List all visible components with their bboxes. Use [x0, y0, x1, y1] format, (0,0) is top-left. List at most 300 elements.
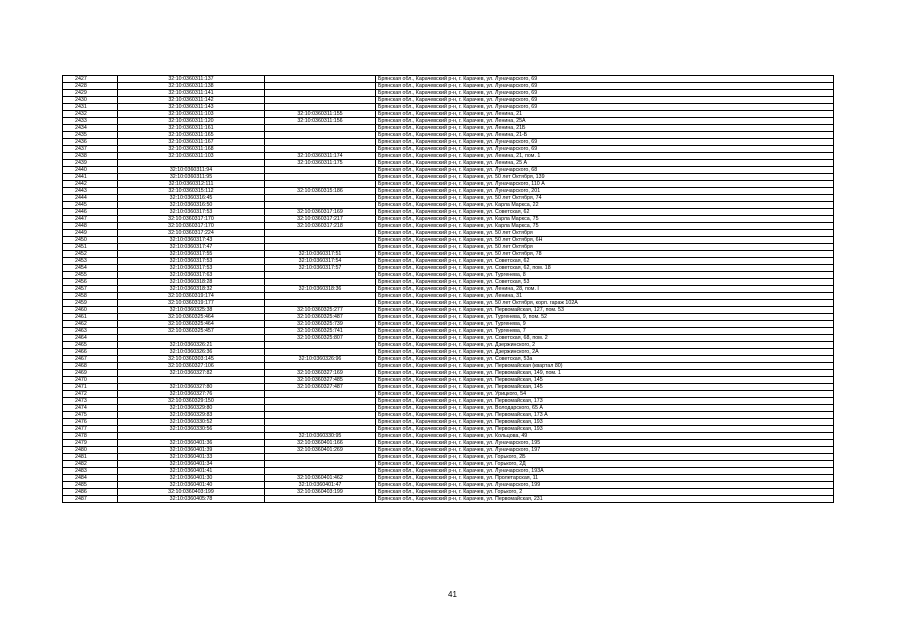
cadastral-number-cell: 32:10:0360329:83 [118, 412, 265, 419]
table-row [63, 223, 834, 230]
cadastral-number-cell: 32:10:0360327:82 [118, 370, 265, 377]
cadastral-number-cell: 32:10:0360316:50 [118, 202, 265, 209]
cadastral-number-cell: 32:10:0360311:94 [118, 167, 265, 174]
address-cell: Брянская обл., Карачевский р-н, г. Карачев, ул. Горького, 2Д [376, 461, 834, 468]
cadastral-number-cell: 32:10:0360401:33 [118, 454, 265, 461]
row-number-cell: 2454 [63, 265, 118, 272]
cadastral-number-cell: 32:10:0360319:174 [118, 293, 265, 300]
cadastral-number-cell: 32:10:0360311:165 [118, 132, 265, 139]
table-row [63, 426, 834, 433]
address-cell: Брянская обл., Карачевский р-н, г. Карачев, ул. 50 лет Октября [376, 230, 834, 237]
cadastral-number-cell: 32:10:0360317:47 [118, 244, 265, 251]
cadastral-number-cell: 32:10:0360401:34 [118, 461, 265, 468]
object-cadastral-number-cell [265, 146, 376, 153]
object-cadastral-number-cell: 32:10:0360311:156 [265, 118, 376, 125]
row-number-cell: 2449 [63, 230, 118, 237]
row-number-cell: 2462 [63, 321, 118, 328]
object-cadastral-number-cell: 32:10:0360403:199 [265, 489, 376, 496]
table-row [63, 293, 834, 300]
table-row [63, 160, 834, 167]
cadastral-number-cell: 32:10:0360315:112 [118, 188, 265, 195]
object-cadastral-number-cell [265, 468, 376, 475]
address-cell: Брянская обл., Карачевский р-н, г. Карачев, ул. 50 лет Октября, 78 [376, 251, 834, 258]
row-number-cell: 2475 [63, 412, 118, 419]
address-cell: Брянская обл., Карачевский р-н, г. Карачев, ул. Горького, 2 [376, 489, 834, 496]
object-cadastral-number-cell [265, 342, 376, 349]
table-row [63, 244, 834, 251]
table-row [63, 146, 834, 153]
address-cell: Брянская обл., Карачевский р-н, г. Карачев, ул. Дзержинского, 2А [376, 349, 834, 356]
row-number-cell: 2459 [63, 300, 118, 307]
object-cadastral-number-cell [265, 237, 376, 244]
table-row [63, 209, 834, 216]
address-cell: Брянская обл., Карачевский р-н, г. Карачев, ул. Карла Маркса, 75 [376, 216, 834, 223]
table-row [63, 174, 834, 181]
row-number-cell: 2446 [63, 209, 118, 216]
address-cell: Брянская обл., Карачевский р-н, г. Карачев, ул. Ленина, 25А [376, 118, 834, 125]
address-cell: Брянская обл., Карачевский р-н, г. Карачев, ул. Первомайская, 173 А [376, 412, 834, 419]
table-row [63, 132, 834, 139]
row-number-cell: 2428 [63, 83, 118, 90]
object-cadastral-number-cell [265, 181, 376, 188]
table-row [63, 419, 834, 426]
object-cadastral-number-cell: 32:10:0360401:462 [265, 475, 376, 482]
row-number-cell: 2445 [63, 202, 118, 209]
cadastral-number-cell: 32:10:0360311:138 [118, 83, 265, 90]
cadastral-number-cell: 32:10:0360329:80 [118, 405, 265, 412]
address-cell: Брянская обл., Карачевский р-н, г. Карачев, ул. Ленина, 21Б [376, 125, 834, 132]
row-number-cell: 2451 [63, 244, 118, 251]
address-cell: Брянская обл., Карачевский р-н, г. Карачев, ул. Ленина, 28, пом. I [376, 286, 834, 293]
address-cell: Брянская обл., Карачевский р-н, г. Карачев, ул. Луначарского, 195 [376, 440, 834, 447]
cadastral-number-cell: 32:10:0360303:145 [118, 356, 265, 363]
address-cell: Брянская обл., Карачевский р-н, г. Карачев, ул. Карла Маркса, 75 [376, 223, 834, 230]
address-cell: Брянская обл., Карачевский р-н, г. Карачев, ул. Советская, 62 [376, 209, 834, 216]
address-cell: Брянская обл., Карачевский р-н, г. Карачев, ул. Первомайская, 173 [376, 398, 834, 405]
row-number-cell: 2467 [63, 356, 118, 363]
row-number-cell: 2484 [63, 475, 118, 482]
table-body [63, 76, 834, 503]
table-row [63, 405, 834, 412]
table-row [63, 111, 834, 118]
object-cadastral-number-cell [265, 405, 376, 412]
row-number-cell: 2478 [63, 433, 118, 440]
cadastral-number-cell: 32:10:0360316:45 [118, 195, 265, 202]
row-number-cell: 2461 [63, 314, 118, 321]
row-number-cell: 2486 [63, 489, 118, 496]
object-cadastral-number-cell [265, 293, 376, 300]
object-cadastral-number-cell: 32:10:0360330:95 [265, 433, 376, 440]
address-cell: Брянская обл., Карачевский р-н, г. Карачев, ул. Ленина, 21 [376, 111, 834, 118]
table-row [63, 377, 834, 384]
row-number-cell: 2487 [63, 496, 118, 503]
address-cell: Брянская обл., Карачевский р-н, г. Карачев, ул. 50 лет Октября, 139 [376, 174, 834, 181]
table-row [63, 300, 834, 307]
row-number-cell: 2448 [63, 223, 118, 230]
cadastral-number-cell: 32:10:0360311:161 [118, 125, 265, 132]
object-cadastral-number-cell [265, 83, 376, 90]
address-cell: Брянская обл., Карачевский р-н, г. Карачев, ул. Луначарского, 199 [376, 482, 834, 489]
cadastral-number-cell: 32:10:0360330:52 [118, 419, 265, 426]
cadastral-number-cell: 32:10:0360311:143 [118, 104, 265, 111]
table-row [63, 139, 834, 146]
table-row [63, 237, 834, 244]
table-row [63, 118, 834, 125]
row-number-cell: 2439 [63, 160, 118, 167]
table-row [63, 496, 834, 503]
row-number-cell: 2427 [63, 76, 118, 83]
cadastral-number-cell: 32:10:0360317:53 [118, 209, 265, 216]
row-number-cell: 2469 [63, 370, 118, 377]
cadastral-number-cell: 32:10:0360401:36 [118, 440, 265, 447]
row-number-cell: 2452 [63, 251, 118, 258]
object-cadastral-number-cell: 32:10:0360401:47 [265, 482, 376, 489]
address-cell: Брянская обл., Карачевский р-н, г. Карачев, ул. Луначарского, 69 [376, 139, 834, 146]
address-cell: Брянская обл., Карачевский р-н, г. Карачев, ул. Луначарского, 201 [376, 188, 834, 195]
object-cadastral-number-cell [265, 496, 376, 503]
table-row [63, 370, 834, 377]
table-row [63, 398, 834, 405]
cadastral-number-cell: 32:10:0360403:199 [118, 489, 265, 496]
cadastral-number-cell: 32:10:0360317:55 [118, 251, 265, 258]
table-row [63, 356, 834, 363]
table-row [63, 349, 834, 356]
table-row [63, 440, 834, 447]
row-number-cell: 2477 [63, 426, 118, 433]
object-cadastral-number-cell: 32:10:0360401:269 [265, 447, 376, 454]
object-cadastral-number-cell: 32:10:0360325:739 [265, 321, 376, 328]
object-cadastral-number-cell: 32:10:0360401:166 [265, 440, 376, 447]
cadastral-number-cell: 32:10:0360405:78 [118, 496, 265, 503]
row-number-cell: 2455 [63, 272, 118, 279]
object-cadastral-number-cell: 32:10:0360318:36 [265, 286, 376, 293]
cadastral-number-cell [118, 335, 265, 342]
table-row [63, 342, 834, 349]
page-number: 41 [448, 590, 457, 599]
cadastral-number-cell: 32:10:0360311:167 [118, 139, 265, 146]
object-cadastral-number-cell [265, 398, 376, 405]
address-cell: Брянская обл., Карачевский р-н, г. Карачев, ул. Первомайская, 231 [376, 496, 834, 503]
table-row [63, 335, 834, 342]
row-number-cell: 2479 [63, 440, 118, 447]
table-row [63, 97, 834, 104]
row-number-cell: 2466 [63, 349, 118, 356]
table-row [63, 104, 834, 111]
object-cadastral-number-cell: 32:10:0360325:277 [265, 307, 376, 314]
row-number-cell: 2450 [63, 237, 118, 244]
table-row [63, 433, 834, 440]
object-cadastral-number-cell [265, 244, 376, 251]
cadastral-number-cell: 32:10:0360327:106 [118, 363, 265, 370]
table-row [63, 195, 834, 202]
row-number-cell: 2471 [63, 384, 118, 391]
address-cell: Брянская обл., Карачевский р-н, г. Карачев, ул. Луначарского, 110 А [376, 181, 834, 188]
row-number-cell: 2435 [63, 132, 118, 139]
row-number-cell: 2456 [63, 279, 118, 286]
cadastral-number-cell [118, 160, 265, 167]
address-cell: Брянская обл., Карачевский р-н, г. Карачев, ул. Луначарского, 197 [376, 447, 834, 454]
row-number-cell: 2432 [63, 111, 118, 118]
row-number-cell: 2447 [63, 216, 118, 223]
address-cell: Брянская обл., Карачевский р-н, г. Карачев, ул. Горького, 2Б [376, 454, 834, 461]
table-row [63, 251, 834, 258]
cadastral-number-cell: 32:10:0360317:53 [118, 258, 265, 265]
table-row [63, 412, 834, 419]
address-cell: Брянская обл., Карачевский р-н, г. Карачев, ул. Советская, 62 [376, 258, 834, 265]
object-cadastral-number-cell [265, 97, 376, 104]
address-cell: Брянская обл., Карачевский р-н, г. Карачев, ул. Дзержинского, 2 [376, 342, 834, 349]
cadastral-number-cell: 32:10:0360317:63 [118, 272, 265, 279]
cadastral-number-cell: 32:10:0360311:120 [118, 118, 265, 125]
object-cadastral-number-cell [265, 90, 376, 97]
table-row [63, 468, 834, 475]
address-cell: Брянская обл., Карачевский р-н, г. Карачев, ул. Володарского, 65 А [376, 405, 834, 412]
cadastral-number-cell: 32:10:0360325:464 [118, 314, 265, 321]
object-cadastral-number-cell [265, 76, 376, 83]
table-row [63, 286, 834, 293]
row-number-cell: 2457 [63, 286, 118, 293]
table-row [63, 153, 834, 160]
address-cell: Брянская обл., Карачевский р-н, г. Карачев, ул. Кольцова, 49 [376, 433, 834, 440]
cadastral-number-cell: 32:10:0360311:103 [118, 111, 265, 118]
row-number-cell: 2437 [63, 146, 118, 153]
cadastral-number-cell: 32:10:0360326:21 [118, 342, 265, 349]
address-cell: Брянская обл., Карачевский р-н, г. Карачев, ул. Тургенева, 9, пом. 52 [376, 314, 834, 321]
table-row [63, 181, 834, 188]
row-number-cell: 2433 [63, 118, 118, 125]
object-cadastral-number-cell: 32:10:0360325:741 [265, 328, 376, 335]
address-cell: Брянская обл., Карачевский р-н, г. Карачев, ул. 50 лет Октября, 6Н [376, 237, 834, 244]
table-row [63, 447, 834, 454]
object-cadastral-number-cell [265, 104, 376, 111]
cadastral-number-cell: 32:10:0360325:464 [118, 321, 265, 328]
object-cadastral-number-cell: 32:10:0360317:169 [265, 209, 376, 216]
cadastral-number-cell: 32:10:0360311:142 [118, 97, 265, 104]
row-number-cell: 2442 [63, 181, 118, 188]
address-cell: Брянская обл., Карачевский р-н, г. Карачев, ул. Карла Маркса, 22 [376, 202, 834, 209]
table-row [63, 482, 834, 489]
object-cadastral-number-cell: 32:10:0360317:57 [265, 265, 376, 272]
row-number-cell: 2436 [63, 139, 118, 146]
table-row [63, 328, 834, 335]
row-number-cell: 2473 [63, 398, 118, 405]
cadastral-number-cell: 32:10:0360311:137 [118, 76, 265, 83]
cadastral-number-cell [118, 377, 265, 384]
table-row [63, 475, 834, 482]
address-cell: Брянская обл., Карачевский р-н, г. Карачев, ул. Луначарского, 69 [376, 104, 834, 111]
cadastral-number-cell: 32:10:0360329:150 [118, 398, 265, 405]
cadastral-number-cell: 32:10:0360312:111 [118, 181, 265, 188]
address-cell: Брянская обл., Карачевский р-н, г. Карачев, ул. Урицкого, 54 [376, 391, 834, 398]
object-cadastral-number-cell: 32:10:0360311:155 [265, 111, 376, 118]
object-cadastral-number-cell [265, 412, 376, 419]
object-cadastral-number-cell [265, 363, 376, 370]
address-cell: Брянская обл., Карачевский р-н, г. Карачев, ул. 50 лет Октября, 74 [376, 195, 834, 202]
address-cell: Брянская обл., Карачевский р-н, г. Карачев, ул. Луначарского, 69 [376, 146, 834, 153]
cadastral-number-cell: 32:10:0360318:28 [118, 279, 265, 286]
table-row [63, 167, 834, 174]
row-number-cell: 2482 [63, 461, 118, 468]
row-number-cell: 2464 [63, 335, 118, 342]
object-cadastral-number-cell: 32:10:0360315:186 [265, 188, 376, 195]
object-cadastral-number-cell [265, 230, 376, 237]
table-row [63, 125, 834, 132]
row-number-cell: 2441 [63, 174, 118, 181]
table-row [63, 384, 834, 391]
object-cadastral-number-cell: 32:10:0360325:807 [265, 335, 376, 342]
cadastral-number-cell: 32:10:0360318:32 [118, 286, 265, 293]
table-row [63, 314, 834, 321]
cadastral-number-cell: 32:10:0360330:56 [118, 426, 265, 433]
row-number-cell: 2431 [63, 104, 118, 111]
row-number-cell: 2463 [63, 328, 118, 335]
cadastral-number-cell: 32:10:0360327:80 [118, 384, 265, 391]
object-cadastral-number-cell [265, 125, 376, 132]
cadastral-number-cell: 32:10:0360326:36 [118, 349, 265, 356]
object-cadastral-number-cell [265, 279, 376, 286]
cadastral-number-cell: 32:10:0360317:170 [118, 223, 265, 230]
row-number-cell: 2440 [63, 167, 118, 174]
row-number-cell: 2465 [63, 342, 118, 349]
cadastral-number-cell: 32:10:0360325:457 [118, 328, 265, 335]
address-cell: Брянская обл., Карачевский р-н, г. Карачев, ул. Первомайская, 145 [376, 377, 834, 384]
cadastral-number-cell: 32:10:0360311:95 [118, 174, 265, 181]
address-cell: Брянская обл., Карачевский р-н, г. Карачев, ул. Луначарского, 193А [376, 468, 834, 475]
cadastral-number-cell: 32:10:0360317:224 [118, 230, 265, 237]
table-row [63, 363, 834, 370]
cadastral-number-cell: 32:10:0360317:170 [118, 216, 265, 223]
table-row [63, 83, 834, 90]
cadastral-number-cell: 32:10:0360325:38 [118, 307, 265, 314]
table-row [63, 258, 834, 265]
table-row [63, 216, 834, 223]
object-cadastral-number-cell [265, 419, 376, 426]
table-row [63, 454, 834, 461]
object-cadastral-number-cell [265, 132, 376, 139]
row-number-cell: 2429 [63, 90, 118, 97]
cadastral-number-cell: 32:10:0360311:141 [118, 90, 265, 97]
row-number-cell: 2483 [63, 468, 118, 475]
address-cell: Брянская обл., Карачевский р-н, г. Карачев, ул. 50 лет Октября [376, 244, 834, 251]
row-number-cell: 2443 [63, 188, 118, 195]
row-number-cell: 2434 [63, 125, 118, 132]
object-cadastral-number-cell [265, 426, 376, 433]
object-cadastral-number-cell: 32:10:0360326:96 [265, 356, 376, 363]
address-cell: Брянская обл., Карачевский р-н, г. Карачев, ул. Тургенева, 8 [376, 272, 834, 279]
row-number-cell: 2460 [63, 307, 118, 314]
address-cell: Брянская обл., Карачевский р-н, г. Карачев, ул. Ленина, 21-Б [376, 132, 834, 139]
table-row [63, 90, 834, 97]
object-cadastral-number-cell: 32:10:0360317:51 [265, 251, 376, 258]
object-cadastral-number-cell: 32:10:0360317:54 [265, 258, 376, 265]
table-row [63, 230, 834, 237]
address-cell: Брянская обл., Карачевский р-н, г. Карачев, ул. Тургенева, 7 [376, 328, 834, 335]
address-cell: Брянская обл., Карачевский р-н, г. Карачев, ул. 50 лет Октября, корп. гараж 102А [376, 300, 834, 307]
address-cell: Брянская обл., Карачевский р-н, г. Карачев, ул. Первомайская, 149, пом. 1 [376, 370, 834, 377]
property-register-table [62, 75, 834, 503]
cadastral-number-cell [118, 433, 265, 440]
row-number-cell: 2444 [63, 195, 118, 202]
cadastral-number-cell: 32:10:0360317:53 [118, 265, 265, 272]
address-cell: Брянская обл., Карачевский р-н, г. Карачев, ул. Луначарского, 69 [376, 76, 834, 83]
row-number-cell: 2476 [63, 419, 118, 426]
cadastral-number-cell: 32:10:0360311:103 [118, 153, 265, 160]
row-number-cell: 2474 [63, 405, 118, 412]
table-row [63, 391, 834, 398]
object-cadastral-number-cell: 32:10:0360317:217 [265, 216, 376, 223]
object-cadastral-number-cell: 32:10:0360327:485 [265, 377, 376, 384]
object-cadastral-number-cell: 32:10:0360327:487 [265, 384, 376, 391]
address-cell: Брянская обл., Карачевский р-н, г. Карачев, ул. Луначарского, 69 [376, 83, 834, 90]
address-cell: Брянская обл., Карачевский р-н, г. Карачев, ул. Первомайская, 127, пом. 53 [376, 307, 834, 314]
object-cadastral-number-cell: 32:10:0360317:218 [265, 223, 376, 230]
row-number-cell: 2453 [63, 258, 118, 265]
object-cadastral-number-cell [265, 167, 376, 174]
table-row [63, 272, 834, 279]
address-cell: Брянская обл., Карачевский р-н, г. Карачев, ул. Луначарского, 69 [376, 90, 834, 97]
table-row [63, 489, 834, 496]
cadastral-number-cell: 32:10:0360319:177 [118, 300, 265, 307]
object-cadastral-number-cell [265, 454, 376, 461]
object-cadastral-number-cell [265, 202, 376, 209]
row-number-cell: 2472 [63, 391, 118, 398]
row-number-cell: 2468 [63, 363, 118, 370]
object-cadastral-number-cell [265, 174, 376, 181]
cadastral-number-cell: 32:10:0360401:40 [118, 482, 265, 489]
address-cell: Брянская обл., Карачевский р-н, г. Карачев, ул. Первомайская, 193 [376, 419, 834, 426]
address-cell: Брянская обл., Карачевский р-н, г. Карачев, ул. Луначарского, 69 [376, 97, 834, 104]
address-cell: Брянская обл., Карачевский р-н, г. Карачев, ул. Советская, 62, пом. 18 [376, 265, 834, 272]
object-cadastral-number-cell [265, 349, 376, 356]
cadastral-number-cell: 32:10:0360401:39 [118, 447, 265, 454]
row-number-cell: 2438 [63, 153, 118, 160]
object-cadastral-number-cell [265, 139, 376, 146]
cadastral-number-cell: 32:10:0360317:43 [118, 237, 265, 244]
row-number-cell: 2481 [63, 454, 118, 461]
table-row [63, 307, 834, 314]
row-number-cell: 2458 [63, 293, 118, 300]
row-number-cell: 2430 [63, 97, 118, 104]
address-cell: Брянская обл., Карачевский р-н, г. Карачев, ул. Первомайская (квартал 80) [376, 363, 834, 370]
address-cell: Брянская обл., Карачевский р-н, г. Карачев, ул. Советская, 53а [376, 356, 834, 363]
address-cell: Брянская обл., Карачевский р-н, г. Карачев, ул. Тургенева, 9 [376, 321, 834, 328]
address-cell: Брянская обл., Карачевский р-н, г. Карачев, ул. Ленина, 21, пом. 1 [376, 153, 834, 160]
table-row [63, 461, 834, 468]
address-cell: Брянская обл., Карачевский р-н, г. Карачев, ул. Луначарского, 68 [376, 167, 834, 174]
address-cell: Брянская обл., Карачевский р-н, г. Карачев, ул. Ленина, 31 [376, 293, 834, 300]
cadastral-number-cell: 32:10:0360401:30 [118, 475, 265, 482]
address-cell: Брянская обл., Карачевский р-н, г. Карачев, ул. Ленина, 25 А [376, 160, 834, 167]
object-cadastral-number-cell: 32:10:0360311:174 [265, 153, 376, 160]
address-cell: Брянская обл., Карачевский р-н, г. Карачев, ул. Советская, 53 [376, 279, 834, 286]
table-row [63, 279, 834, 286]
address-cell: Брянская обл., Карачевский р-н, г. Карачев, ул. Советская, 68, пом. 2 [376, 335, 834, 342]
table-row [63, 202, 834, 209]
table-row [63, 265, 834, 272]
object-cadastral-number-cell: 32:10:0360311:175 [265, 160, 376, 167]
object-cadastral-number-cell [265, 461, 376, 468]
object-cadastral-number-cell [265, 391, 376, 398]
row-number-cell: 2480 [63, 447, 118, 454]
object-cadastral-number-cell [265, 195, 376, 202]
address-cell: Брянская обл., Карачевский р-н, г. Карачев, ул. Пролетарская, 11 [376, 475, 834, 482]
cadastral-number-cell: 32:10:0360311:168 [118, 146, 265, 153]
object-cadastral-number-cell [265, 300, 376, 307]
cadastral-number-cell: 32:10:0360401:41 [118, 468, 265, 475]
table-row [63, 321, 834, 328]
table-row [63, 76, 834, 83]
object-cadastral-number-cell [265, 272, 376, 279]
